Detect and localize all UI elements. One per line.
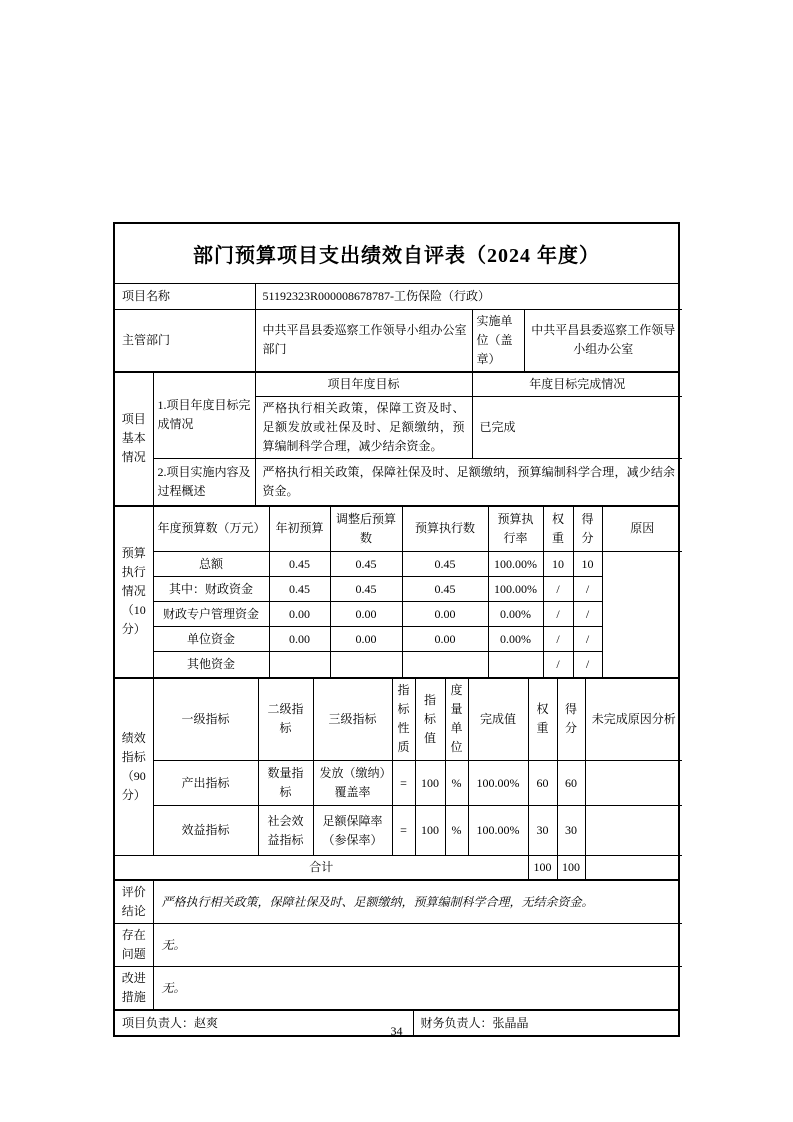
- budget-row-name: 财政专户管理资金: [153, 602, 269, 627]
- budget-header-adjusted: 调整后预算数: [330, 507, 402, 552]
- perf-row-total: [115, 856, 682, 880]
- goal-text: 严格执行相关政策，保障工资及时、足额发放或社保及时、足额缴纳，预算编制科学合理，减少结余资金。: [255, 397, 472, 459]
- perf-header-level3: 三级指标: [313, 679, 392, 761]
- budget-initial: [269, 652, 330, 677]
- budget-adjusted: 0.00: [330, 602, 402, 627]
- row-basic-implementation: [115, 459, 682, 505]
- self-evaluation-table: [113, 222, 680, 1037]
- budget-weight: /: [543, 627, 573, 652]
- budget-initial: 0.00: [269, 627, 330, 652]
- perf-level2: 社会效益指标: [258, 806, 313, 856]
- perf-level1: 效益指标: [153, 806, 258, 856]
- section-basic: [115, 371, 678, 505]
- performance-table: [115, 679, 682, 880]
- improvements-label: 改进措施: [115, 967, 153, 1010]
- perf-level3: 足额保障率（参保率）: [313, 806, 392, 856]
- budget-header-weight: 权重: [543, 507, 573, 552]
- perf-total-score: 100: [557, 856, 585, 880]
- budget-rate: 100.00%: [488, 577, 543, 602]
- budget-rate: [488, 652, 543, 677]
- budget-executed: 0.45: [402, 552, 488, 577]
- finance-manager-name: 张晶晶: [492, 1015, 529, 1030]
- budget-executed: 0.45: [402, 577, 488, 602]
- row-budget-header: [115, 507, 682, 552]
- budget-header-initial: 年初预算: [269, 507, 330, 552]
- budget-score: /: [573, 577, 602, 602]
- row-project-name: [115, 284, 682, 309]
- perf-header-actual: 完成值: [468, 679, 528, 761]
- section-performance: [115, 677, 678, 880]
- budget-row-fiscal: [115, 577, 682, 602]
- perf-header-level2: 二级指标: [258, 679, 313, 761]
- budget-initial: 0.00: [269, 602, 330, 627]
- section-summary: [115, 879, 678, 1009]
- basic-table: [115, 373, 682, 505]
- perf-reason: [585, 761, 682, 806]
- budget-initial: 0.45: [269, 552, 330, 577]
- budget-executed: 0.00: [402, 602, 488, 627]
- project-name-value: 51192323R000008678787-工伤保险（行政）: [255, 284, 682, 309]
- budget-header-score: 得分: [573, 507, 602, 552]
- conclusion-label: 评价结论: [115, 881, 153, 924]
- project-name-label: 项目名称: [115, 284, 255, 309]
- budget-rate: 100.00%: [488, 552, 543, 577]
- budget-row-total: [115, 552, 682, 577]
- budget-weight: 10: [543, 552, 573, 577]
- improvements-text: 无。: [153, 967, 682, 1010]
- perf-row-output: [115, 761, 682, 806]
- budget-table: [115, 507, 682, 677]
- perf-total-reason: [585, 856, 682, 880]
- perf-reason: [585, 806, 682, 856]
- budget-executed: 0.00: [402, 627, 488, 652]
- budget-rate: 0.00%: [488, 602, 543, 627]
- perf-header-reason: 未完成原因分析: [585, 679, 682, 761]
- budget-weight: /: [543, 602, 573, 627]
- budget-row-name: 其他资金: [153, 652, 269, 677]
- perf-header-nature: 指标性质: [392, 679, 415, 761]
- problems-text: 无。: [153, 924, 682, 967]
- problems-label: 存在问题: [115, 924, 153, 967]
- row-basic-header: [115, 373, 682, 397]
- row-departments: [115, 309, 682, 371]
- dept-value: 中共平昌县委巡察工作领导小组办公室部门: [255, 309, 472, 371]
- row-problems: [115, 924, 682, 967]
- budget-initial: 0.45: [269, 577, 330, 602]
- perf-score: 30: [557, 806, 585, 856]
- row-performance-header: [115, 679, 682, 761]
- perf-level2: 数量指标: [258, 761, 313, 806]
- perf-nature: =: [392, 761, 415, 806]
- perf-actual: 100.00%: [468, 761, 528, 806]
- perf-actual: 100.00%: [468, 806, 528, 856]
- perf-score: 60: [557, 761, 585, 806]
- page-number: 34: [390, 1024, 403, 1038]
- budget-adjusted: 0.45: [330, 577, 402, 602]
- perf-header-level1: 一级指标: [153, 679, 258, 761]
- budget-row-name: 总额: [153, 552, 269, 577]
- budget-rate: 0.00%: [488, 627, 543, 652]
- perf-weight: 30: [528, 806, 557, 856]
- perf-target: 100: [415, 806, 445, 856]
- budget-executed: [402, 652, 488, 677]
- perf-header-weight: 权重: [528, 679, 557, 761]
- perf-weight: 60: [528, 761, 557, 806]
- perf-header-score: 得分: [557, 679, 585, 761]
- page-title: 部门预算项目支出绩效自评表（2024 年度）: [193, 245, 600, 267]
- perf-nature: =: [392, 806, 415, 856]
- impl-unit-value: 中共平昌县委巡察工作领导小组办公室: [524, 309, 682, 371]
- budget-score: 10: [573, 552, 602, 577]
- basic-section-label: 项目基本情况: [115, 373, 153, 505]
- budget-score: /: [573, 627, 602, 652]
- budget-header-reason: 原因: [602, 507, 682, 552]
- budget-weight: /: [543, 577, 573, 602]
- budget-weight: /: [543, 652, 573, 677]
- perf-header-target: 指标值: [415, 679, 445, 761]
- project-manager-label: 项目负责人：: [122, 1015, 195, 1030]
- budget-header-executed: 预算执行数: [402, 507, 488, 552]
- perf-unit: %: [445, 806, 468, 856]
- dept-label: 主管部门: [115, 309, 255, 371]
- goal-header: 项目年度目标: [255, 373, 472, 397]
- perf-row-benefit: [115, 806, 682, 856]
- impl-unit-label: 实施单位（盖章）: [472, 309, 524, 371]
- budget-row-name: 单位资金: [153, 627, 269, 652]
- basic-row1-label: 1.项目年度目标完成情况: [153, 373, 255, 459]
- title-row: [115, 224, 678, 284]
- project-manager-name: 赵爽: [194, 1015, 219, 1030]
- summary-table: [115, 881, 682, 1009]
- perf-unit: %: [445, 761, 468, 806]
- budget-adjusted: [330, 652, 402, 677]
- budget-row-special-account: [115, 602, 682, 627]
- row-conclusion: [115, 881, 682, 924]
- perf-target: 100: [415, 761, 445, 806]
- conclusion-text: 严格执行相关政策，保障社保及时、足额缴纳，预算编制科学合理，无结余资金。: [153, 881, 682, 924]
- perf-header-unit: 度量单位: [445, 679, 468, 761]
- basic-row2-text: 严格执行相关政策，保障社保及时、足额缴纳，预算编制科学合理，减少结余资金。: [255, 459, 682, 505]
- budget-row-name: 其中：财政资金: [153, 577, 269, 602]
- row-improvements: [115, 967, 682, 1010]
- budget-reason-cell: [602, 552, 682, 677]
- section-project-info: [115, 284, 678, 371]
- budget-score: /: [573, 602, 602, 627]
- completion-text: 已完成: [472, 397, 682, 459]
- budget-adjusted: 0.45: [330, 552, 402, 577]
- perf-level1: 产出指标: [153, 761, 258, 806]
- performance-section-label: 绩效指标（90分）: [115, 679, 153, 856]
- budget-row-other-funds: [115, 652, 682, 677]
- budget-header-annual: 年度预算数（万元）: [153, 507, 269, 552]
- budget-row-unit-funds: [115, 627, 682, 652]
- section-budget: [115, 505, 678, 677]
- perf-level3: 发放（缴纳）覆盖率: [313, 761, 392, 806]
- perf-total-weight: 100: [528, 856, 557, 880]
- budget-section-label: 预算执行情况（10分）: [115, 507, 153, 677]
- budget-score: /: [573, 652, 602, 677]
- budget-adjusted: 0.00: [330, 627, 402, 652]
- budget-header-rate: 预算执行率: [488, 507, 543, 552]
- basic-row2-label: 2.项目实施内容及过程概述: [153, 459, 255, 505]
- completion-header: 年度目标完成情况: [472, 373, 682, 397]
- project-info-table: [115, 284, 682, 371]
- finance-manager-label: 财务负责人：: [420, 1015, 493, 1030]
- perf-total-label: 合计: [115, 856, 528, 880]
